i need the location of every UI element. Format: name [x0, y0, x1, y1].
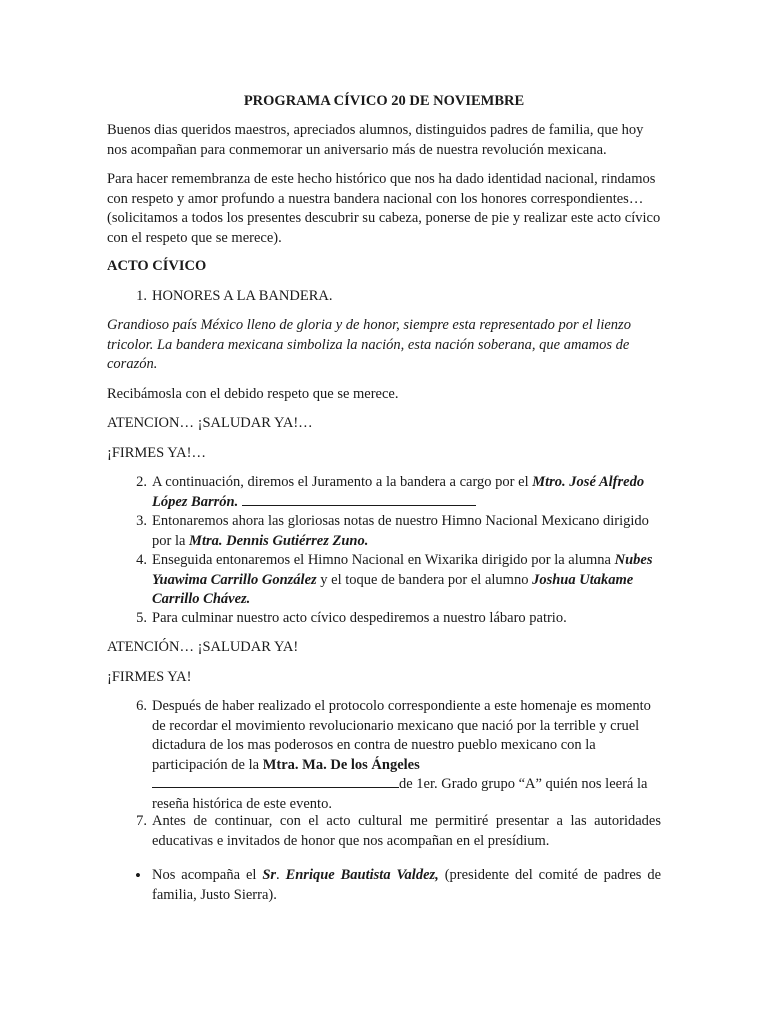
- item-text: Entonaremos ahora las gloriosas notas de nuestro Himno Nacional Mexicano dirigido por la: [152, 513, 649, 549]
- list-item-text: [152, 512, 661, 551]
- item-text: .: [276, 867, 286, 883]
- item-text: de 1er. Grado grupo “A” quién nos leerá la reseña histórica de este evento.: [152, 776, 648, 812]
- bullet-icon: •: [135, 866, 141, 885]
- list-item-text: [152, 551, 661, 610]
- teacher-name: Mtra. Ma. De los Ángeles: [262, 756, 420, 773]
- list-item-text: [152, 473, 661, 512]
- bullet-text: [152, 866, 661, 905]
- list-number: 5.: [136, 610, 147, 626]
- student-name: Nubes Yuawima Carrillo González: [152, 552, 653, 588]
- guest-name: Enrique Bautista Valdez,: [285, 867, 439, 883]
- blank-line: [242, 493, 476, 506]
- teacher-name: Mtra. Dennis Gutiérrez Zuno.: [189, 532, 369, 549]
- command-firmes: ¡FIRMES YA!…: [107, 445, 206, 461]
- list-number: 3.: [136, 513, 147, 529]
- page-title: PROGRAMA CÍVICO 20 DE NOVIEMBRE: [243, 93, 525, 109]
- list-item-text: Antes de continuar, con el acto cultural me permitiré presentar a las autoridades educativas e invitados de honor que nos acompañan en el presídium.: [152, 813, 661, 849]
- receive-paragraph: Recibámosla con el debido respeto que se merece.: [107, 386, 399, 402]
- item-text: A continuación, diremos el Juramento a la bandera a cargo por el: [152, 474, 533, 490]
- list-item-text: Para culminar nuestro acto cívico despediremos a nuestro lábaro patrio.: [152, 610, 567, 626]
- item-text: Nos acompaña el: [152, 867, 263, 883]
- command-attention: ATENCION… ¡SALUDAR YA!…: [107, 415, 313, 431]
- student-name: Joshua Utakame Carrillo Chávez.: [152, 571, 634, 607]
- list-item-text: [152, 697, 661, 814]
- list-number: 1.: [136, 288, 147, 304]
- list-item-text: HONORES A LA BANDERA.: [152, 288, 333, 304]
- blank-line: [152, 775, 399, 788]
- section-heading: ACTO CÍVICO: [107, 258, 207, 274]
- item-text: y el toque de bandera por el alumno: [316, 571, 533, 588]
- intro-paragraph: Buenos dias queridos maestros, apreciados alumnos, distinguidos padres de familia, que hoy nos acompañan para conmemorar un aniversario más de nuestra revolución mexicana.: [107, 122, 644, 158]
- item-text: Después de haber realizado el protocolo correspondiente a este homenaje es momento de recordar el movimiento revolucionario mexicano que nació por la terrible y cruel dictadura de los mas poderosos en contra de nuestro pueblo mexicano con la participación de la: [152, 698, 651, 773]
- item-text: Enseguida entonaremos el Himno Nacional en Wixarika dirigido por la alumna: [152, 552, 615, 568]
- item-text: (presidente del comité de padres de familia, Justo Sierra).: [152, 867, 662, 903]
- list-number: 6.: [136, 698, 147, 714]
- list-number: 7.: [136, 813, 147, 829]
- list-number: 4.: [136, 552, 147, 568]
- command-attention: ATENCIÓN… ¡SALUDAR YA!: [107, 639, 299, 655]
- honor-title: Sr: [262, 867, 277, 883]
- list-number: 2.: [136, 474, 147, 490]
- command-firmes: ¡FIRMES YA!: [107, 669, 192, 685]
- remembrance-paragraph: Para hacer remembranza de este hecho histórico que nos ha dado identidad nacional, rindamos con respeto y amor profundo a nuestra bandera nacional con los honores correspondientes… (solicitamos a todos los presentes descubrir su cabeza, ponerse de pie y realizar este acto cívico con el respeto que se merece).: [107, 171, 661, 246]
- flag-quote: Grandioso país México lleno de gloria y de honor, siempre esta representado por el lienzo tricolor. La bandera mexicana simboliza la nación, esta nación soberana, que amamos de corazón.: [107, 317, 631, 372]
- teacher-name: Mtro. José Alfredo López Barrón.: [152, 474, 645, 510]
